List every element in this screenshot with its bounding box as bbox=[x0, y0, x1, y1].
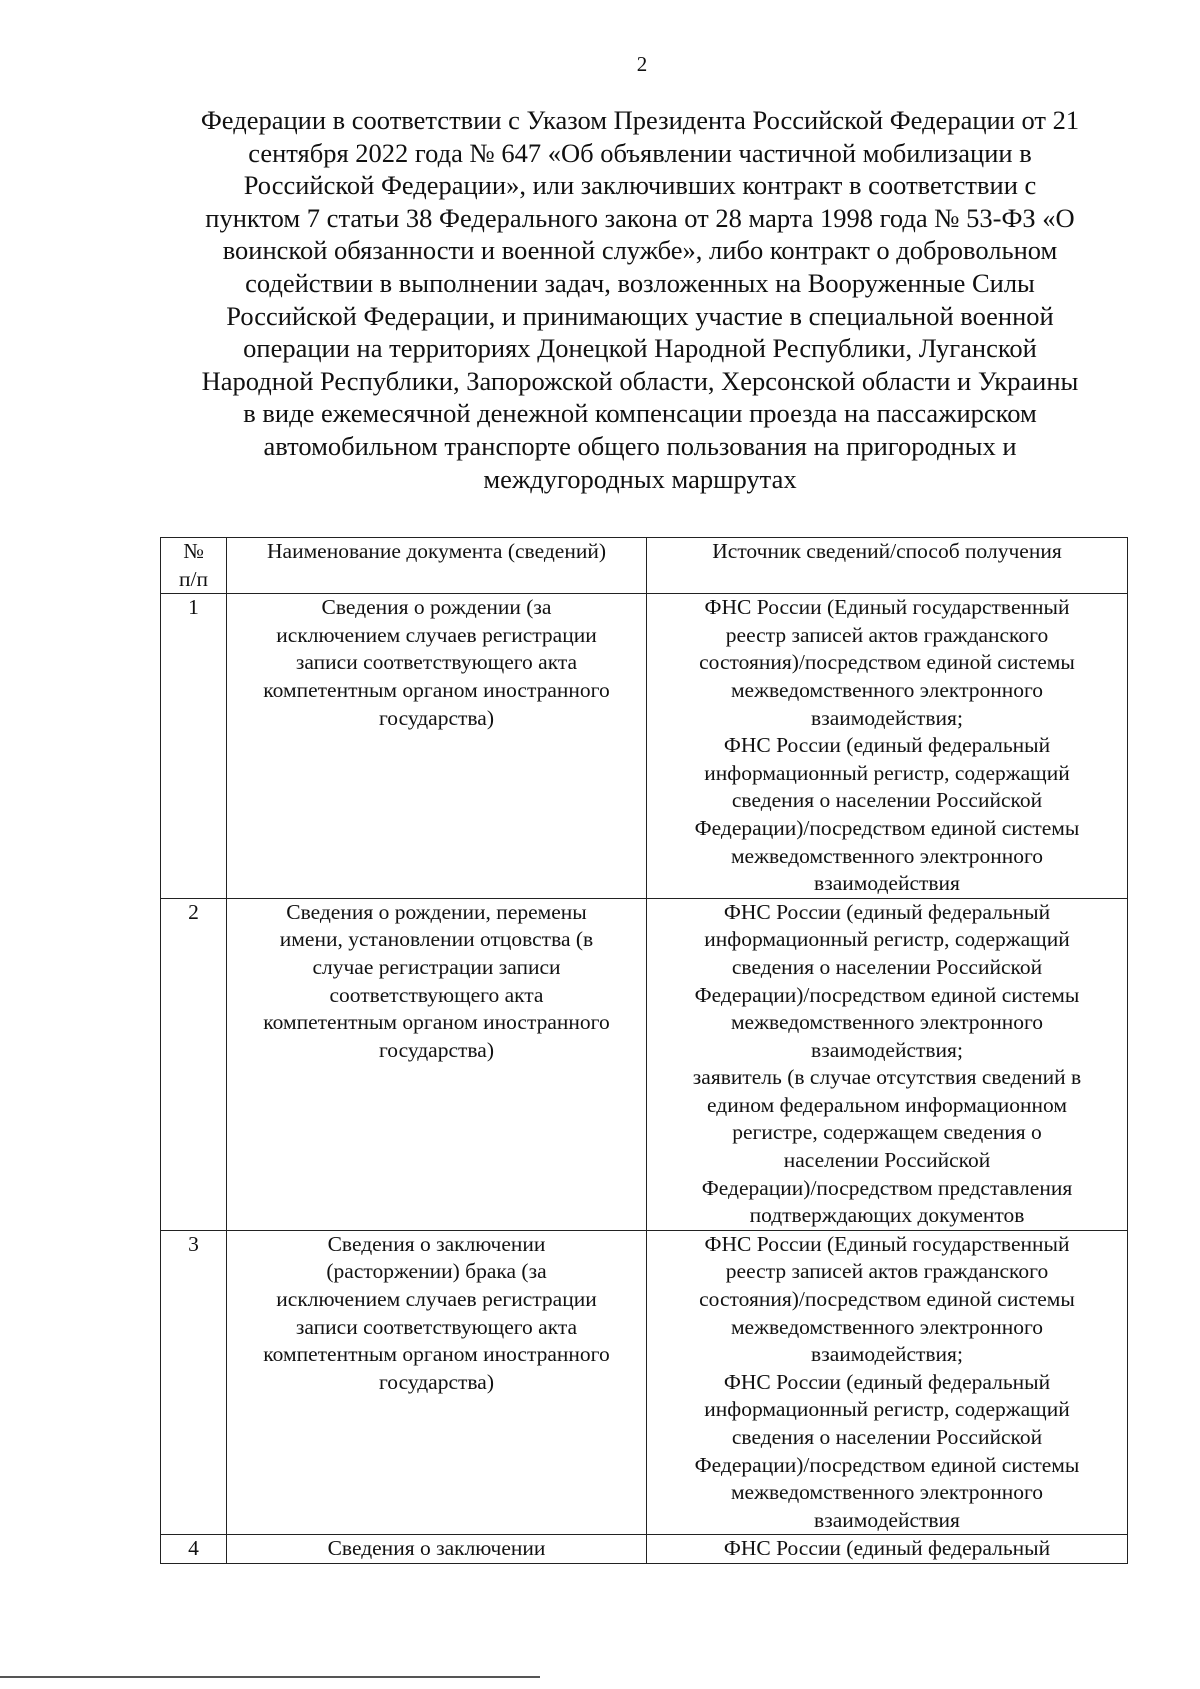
document-heading bbox=[140, 104, 1140, 495]
table-row bbox=[161, 898, 1128, 1230]
document-name-cell: Сведения о рождении (за исключением случаев регистрации записи соответствующего акта компетентным органом иностранного государства) bbox=[227, 594, 647, 899]
heading-line: Народной Республики, Запорожской области, Херсонской области и Украины bbox=[201, 365, 1079, 396]
heading-line: Российской Федерации, и принимающих участие в специальной военной bbox=[226, 300, 1054, 331]
header-num: № п/п bbox=[161, 538, 227, 594]
heading-line: в виде ежемесячной денежной компенсации проезда на пассажирском bbox=[243, 398, 1037, 429]
heading-line: Федерации в соответствии с Указом Президента Российской Федерации от 21 bbox=[200, 105, 1080, 135]
header-name: Наименование документа (сведений) bbox=[227, 538, 647, 594]
table-row bbox=[161, 1535, 1128, 1564]
document-name-cell: Сведения о заключении bbox=[227, 1535, 647, 1564]
row-number: 2 bbox=[161, 898, 227, 1230]
heading-line: сентября 2022 года № 647 «Об объявлении частичной мобилизации в bbox=[248, 137, 1032, 168]
heading-line: воинской обязанности и военной службе», либо контракт о добровольном bbox=[222, 235, 1058, 266]
heading-line: пунктом 7 статьи 38 Федерального закона от 28 марта 1998 года № 53-ФЗ «О bbox=[205, 202, 1075, 233]
table-body bbox=[161, 594, 1128, 1564]
page-number: 2 bbox=[636, 52, 648, 76]
row-number: 3 bbox=[161, 1230, 227, 1535]
table-row bbox=[161, 1230, 1128, 1535]
table-header-row bbox=[161, 538, 1128, 594]
document-name-cell: Сведения о рождении, перемены имени, установлении отцовства (в случае регистрации записи соответствующего акта компетентным органом иностранного государства) bbox=[227, 898, 647, 1230]
header-source: Источник сведений/способ получения bbox=[647, 538, 1128, 594]
documents-table bbox=[160, 537, 1128, 1564]
bottom-scan-rule bbox=[0, 1676, 540, 1678]
heading-line: операции на территориях Донецкой Народной Республики, Луганской bbox=[243, 333, 1037, 364]
row-number: 1 bbox=[161, 594, 227, 899]
heading-line: междугородных маршрутах bbox=[483, 463, 797, 494]
heading-line: содействии в выполнении задач, возложенных на Вооруженные Силы bbox=[245, 267, 1035, 298]
heading-line: автомобильном транспорте общего пользования на пригородных и bbox=[263, 430, 1017, 461]
source-cell: ФНС России (Единый государственный реестр записей актов гражданского состояния)/посредством единой системы межведомственного электронного взаимодействия; ФНС России (единый федеральный информационный регистр, содержащий сведения о населении Российской Федерации)/посредством единой системы межведомственного электронного взаимодействия bbox=[647, 594, 1128, 899]
source-cell: ФНС России (единый федеральный информационный регистр, содержащий сведения о населении Российской Федерации)/посредством единой системы межведомственного электронного взаимодействия; заявитель (в случае отсутствия сведений в едином федеральном информационном регистре, содержащем сведения о населении Российской Федерации)/посредством представления подтверждающих документов bbox=[647, 898, 1128, 1230]
row-number: 4 bbox=[161, 1535, 227, 1564]
source-cell: ФНС России (единый федеральный bbox=[647, 1535, 1128, 1564]
heading-line: Российской Федерации», или заключивших контракт в соответствии с bbox=[243, 170, 1037, 201]
document-name-cell: Сведения о заключении (расторжении) брака (за исключением случаев регистрации записи соответствующего акта компетентным органом иностранного государства) bbox=[227, 1230, 647, 1535]
source-cell: ФНС России (Единый государственный реестр записей актов гражданского состояния)/посредством единой системы межведомственного электронного взаимодействия; ФНС России (единый федеральный информационный регистр, содержащий сведения о населении Российской Федерации)/посредством единой системы межведомственного электронного взаимодействия bbox=[647, 1230, 1128, 1535]
table-row bbox=[161, 594, 1128, 899]
